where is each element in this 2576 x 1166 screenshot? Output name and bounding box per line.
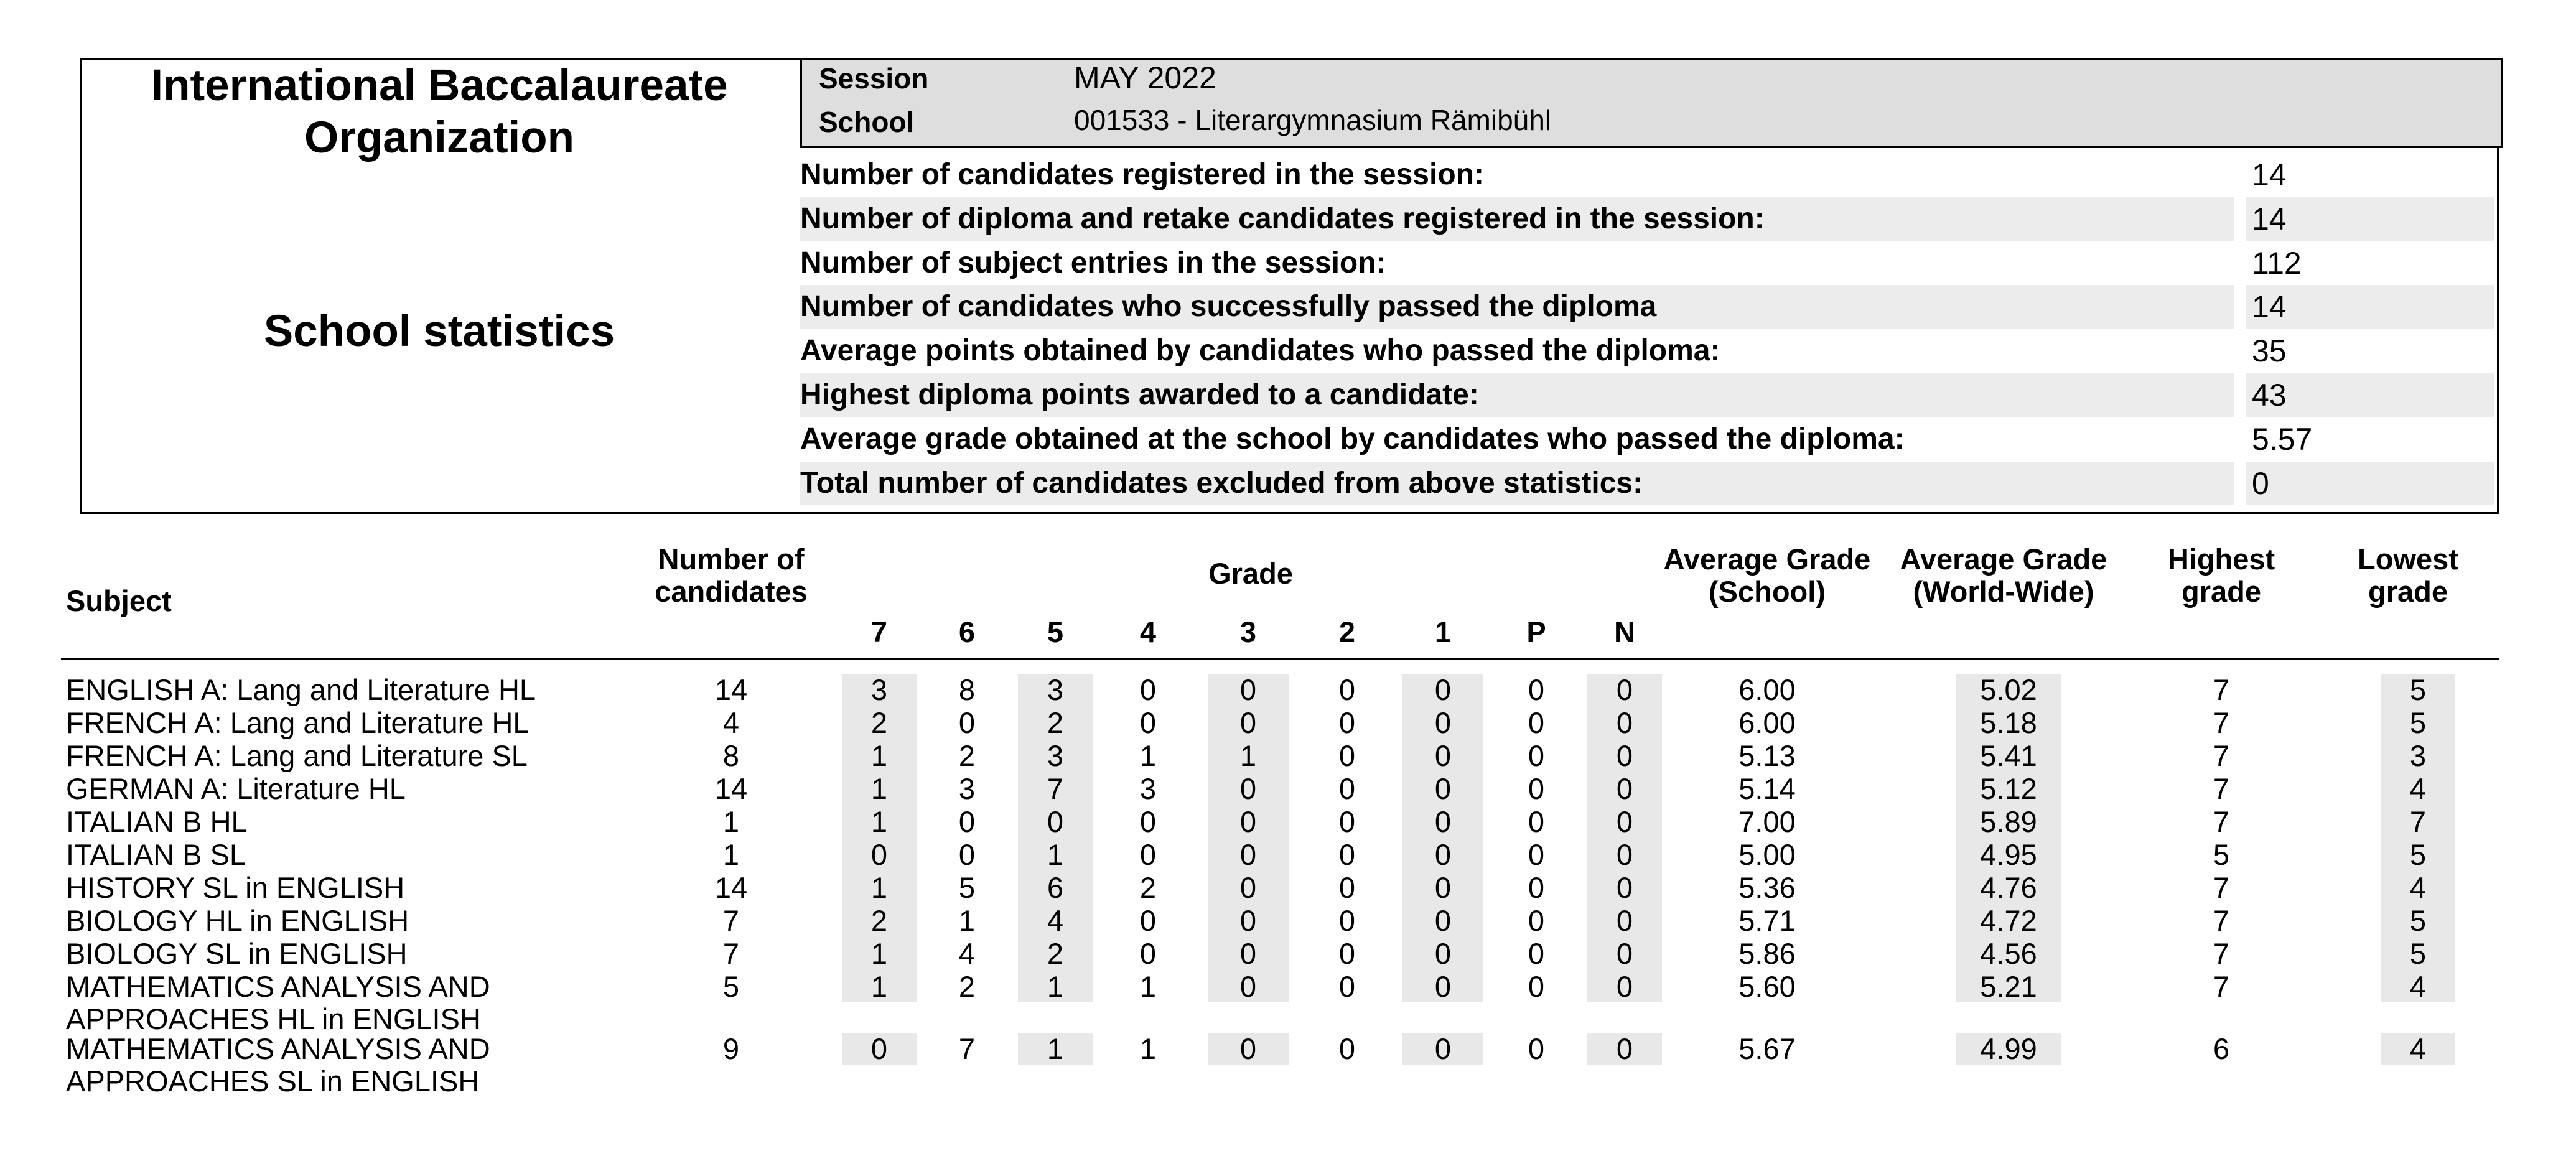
- grade-count: 3: [1139, 772, 1157, 805]
- avg-grade-world: 5.21: [1980, 970, 2037, 1003]
- grade-count: 0: [1528, 838, 1545, 871]
- highest-grade: 7: [2213, 871, 2230, 904]
- grade-count: 2: [1139, 871, 1157, 904]
- grade-count: 0: [1239, 937, 1257, 970]
- highest-grade: 7: [2213, 904, 2230, 937]
- subject-header: Subject: [66, 584, 172, 617]
- grade-count: 0: [1239, 871, 1257, 904]
- grade-count: 3: [1047, 673, 1064, 706]
- session-label: Session: [819, 62, 929, 95]
- grade-count: 0: [1434, 805, 1452, 838]
- candidate-count: 8: [722, 739, 740, 772]
- grade-count: 0: [1528, 772, 1545, 805]
- grade-count: 0: [958, 838, 976, 871]
- candidate-count: 7: [722, 937, 740, 970]
- candidate-count: 7: [722, 904, 740, 937]
- grade-count: 2: [1047, 937, 1064, 970]
- grade-count: 2: [1047, 706, 1064, 739]
- grade-count: 0: [870, 1032, 888, 1065]
- grade-count: 0: [1528, 706, 1545, 739]
- highest-grade: 7: [2213, 970, 2230, 1003]
- stat-value: 0: [2246, 462, 2494, 505]
- grade-column-header: 5: [1047, 615, 1064, 648]
- grade-count: 1: [1239, 739, 1257, 772]
- grade-count: 0: [1047, 805, 1064, 838]
- grade-count: 0: [1528, 739, 1545, 772]
- grade-count: 0: [1434, 937, 1452, 970]
- grade-count: 0: [1139, 706, 1157, 739]
- grade-count: 0: [1239, 970, 1257, 1003]
- grade-count: 5: [958, 871, 976, 904]
- subject-name: HISTORY SL in ENGLISH: [66, 871, 405, 904]
- stat-label: Number of candidates registered in the session:: [800, 158, 1484, 191]
- grade-column-header: 6: [958, 615, 976, 648]
- table-row: [0, 970, 2576, 1035]
- grade-count: 3: [958, 772, 976, 805]
- grade-count: 0: [1338, 904, 1356, 937]
- grade-count: 0: [1139, 937, 1157, 970]
- grade-count: 2: [870, 904, 888, 937]
- subject-name: GERMAN A: Literature HL: [66, 772, 406, 805]
- avg-grade-world: 4.99: [1980, 1032, 2037, 1065]
- grade-count: 0: [1239, 805, 1257, 838]
- subject-name: FRENCH A: Lang and Literature SL: [66, 739, 528, 772]
- table-row: [0, 839, 2576, 871]
- avg-grade-school: 6.00: [1738, 673, 1796, 706]
- grade-count: 0: [1434, 739, 1452, 772]
- grade-count: 4: [1047, 904, 1064, 937]
- table-row: [0, 872, 2576, 904]
- avg-grade-school: 6.00: [1738, 706, 1796, 739]
- grade-count: 3: [1047, 739, 1064, 772]
- grade-count: 7: [1047, 772, 1064, 805]
- stat-label: Number of subject entries in the session:: [800, 246, 1386, 279]
- lowest-grade-header: Lowest grade: [2358, 543, 2458, 608]
- highest-grade: 6: [2213, 1032, 2230, 1065]
- avg-grade-world: 5.02: [1980, 673, 2037, 706]
- grade-count: 0: [1616, 673, 1633, 706]
- stat-value: 5.57: [2252, 422, 2313, 457]
- grade-count: 1: [958, 904, 976, 937]
- grade-count: 1: [1139, 1032, 1157, 1065]
- lowest-grade: 3: [2409, 739, 2427, 772]
- lowest-grade: 7: [2409, 805, 2427, 838]
- candidate-count: 14: [714, 871, 748, 904]
- highest-grade-header: Highest grade: [2167, 543, 2275, 608]
- grade-count: 2: [870, 706, 888, 739]
- grade-count: 0: [1528, 805, 1545, 838]
- grade-count: 2: [958, 970, 976, 1003]
- avg-grade-world: 4.95: [1980, 838, 2037, 871]
- grade-count: 1: [1139, 970, 1157, 1003]
- grade-column-header: 1: [1434, 615, 1452, 648]
- grade-count: 1: [1047, 970, 1064, 1003]
- avg-grade-school: 5.13: [1738, 739, 1796, 772]
- grade-count: 0: [1528, 904, 1545, 937]
- avg-grade-school: 5.36: [1738, 871, 1796, 904]
- grade-column-header: 2: [1338, 615, 1356, 648]
- grade-count: 0: [1616, 772, 1633, 805]
- grade-count: 0: [1338, 871, 1356, 904]
- organization-name: International Baccalaureate Organization: [151, 61, 728, 162]
- grade-count: 1: [870, 805, 888, 838]
- lowest-grade: 4: [2409, 871, 2427, 904]
- candidate-count: 14: [714, 772, 748, 805]
- avg-grade-school: 5.00: [1738, 838, 1796, 871]
- highest-grade: 7: [2213, 706, 2230, 739]
- grade-count: 0: [1528, 1032, 1545, 1065]
- avg-grade-world: 5.12: [1980, 772, 2037, 805]
- highest-grade: 7: [2213, 739, 2230, 772]
- table-row: [0, 1032, 2576, 1098]
- grade-count: 0: [1528, 970, 1545, 1003]
- highest-grade: 7: [2213, 805, 2230, 838]
- lowest-grade: 4: [2409, 1032, 2427, 1065]
- stat-label: Number of candidates who successfully passed the diploma: [800, 285, 2234, 329]
- grade-count: 0: [1616, 706, 1633, 739]
- grade-count: 0: [1434, 706, 1452, 739]
- statistics-header: [80, 58, 2499, 514]
- subject-name: BIOLOGY HL in ENGLISH: [66, 904, 409, 937]
- grade-count: 0: [1616, 937, 1633, 970]
- lowest-grade: 4: [2409, 970, 2427, 1003]
- avg-grade-school: 5.67: [1738, 1032, 1796, 1065]
- stat-value: 43: [2246, 373, 2494, 417]
- grade-count: 0: [1616, 739, 1633, 772]
- grade-count: 0: [1338, 1032, 1356, 1065]
- grade-count: 0: [1139, 838, 1157, 871]
- avg-grade-school: 5.14: [1738, 772, 1796, 805]
- grade-column-header: 4: [1139, 615, 1157, 648]
- grade-count: 1: [1139, 739, 1157, 772]
- grade-count: 0: [1616, 904, 1633, 937]
- grade-column-header: N: [1614, 615, 1635, 648]
- grade-count: 0: [1338, 838, 1356, 871]
- grade-count: 0: [1434, 838, 1452, 871]
- avg-grade-world: 5.89: [1980, 805, 2037, 838]
- grade-count: 0: [1239, 1032, 1257, 1065]
- stat-value: 14: [2246, 197, 2494, 241]
- avg-grade-school: 5.60: [1738, 970, 1796, 1003]
- subject-name: FRENCH A: Lang and Literature HL: [66, 706, 530, 739]
- grade-count: 0: [1338, 772, 1356, 805]
- grade-count: 0: [1139, 904, 1157, 937]
- grade-count: 0: [1239, 673, 1257, 706]
- grade-count: 0: [1239, 838, 1257, 871]
- highest-grade: 7: [2213, 673, 2230, 706]
- avg-grade-school: 5.86: [1738, 937, 1796, 970]
- highest-grade: 7: [2213, 772, 2230, 805]
- table-row: [0, 938, 2576, 970]
- school-label: School: [819, 106, 915, 138]
- grade-count: 0: [958, 706, 976, 739]
- grade-count: 0: [1338, 739, 1356, 772]
- grade-count: 1: [870, 871, 888, 904]
- grade-count: 0: [1338, 673, 1356, 706]
- subject-name: MATHEMATICS ANALYSIS AND APPROACHES SL in ENGLISH: [66, 1032, 490, 1098]
- avg-school-header: Average Grade (School): [1663, 543, 1871, 608]
- grade-column-header: P: [1526, 615, 1546, 648]
- grade-column-header: 7: [870, 615, 888, 648]
- page-title: School statistics: [263, 307, 615, 356]
- table-row: [0, 707, 2576, 739]
- grade-count: 7: [958, 1032, 976, 1065]
- grade-column-header: 3: [1239, 615, 1257, 648]
- subject-name: ENGLISH A: Lang and Literature HL: [66, 673, 536, 706]
- grade-count: 0: [1434, 970, 1452, 1003]
- grade-count: 0: [1616, 1032, 1633, 1065]
- grade-count: 0: [1616, 805, 1633, 838]
- table-row: [0, 806, 2576, 838]
- grade-count: 0: [1239, 904, 1257, 937]
- grade-count: 0: [1434, 871, 1452, 904]
- stat-label: Number of diploma and retake candidates registered in the session:: [800, 197, 2234, 241]
- table-row: [0, 674, 2576, 706]
- grade-count: 4: [958, 937, 976, 970]
- table-row: [0, 905, 2576, 937]
- grade-count: 0: [1239, 772, 1257, 805]
- grade-count: 1: [870, 739, 888, 772]
- grade-count: 1: [870, 970, 888, 1003]
- grade-count: 0: [1616, 871, 1633, 904]
- grade-count: 8: [958, 673, 976, 706]
- candidate-count: 1: [722, 838, 740, 871]
- grade-count: 0: [1528, 673, 1545, 706]
- grade-count: 0: [1338, 706, 1356, 739]
- header-divider: [61, 658, 2499, 660]
- grade-count: 0: [1434, 673, 1452, 706]
- grade-header: Grade: [1208, 557, 1293, 590]
- grade-count: 0: [870, 838, 888, 871]
- grade-count: 0: [1616, 838, 1633, 871]
- avg-grade-school: 7.00: [1738, 805, 1796, 838]
- grade-count: 1: [870, 937, 888, 970]
- grade-count: 1: [1047, 838, 1064, 871]
- stat-value: 14: [2246, 285, 2494, 329]
- lowest-grade: 5: [2409, 673, 2427, 706]
- avg-grade-world: 4.72: [1980, 904, 2037, 937]
- subject-name: MATHEMATICS ANALYSIS AND APPROACHES HL in ENGLISH: [66, 970, 490, 1035]
- grade-count: 0: [1139, 805, 1157, 838]
- grade-count: 0: [1434, 1032, 1452, 1065]
- lowest-grade: 5: [2409, 904, 2427, 937]
- grade-count: 0: [1338, 805, 1356, 838]
- avg-grade-world: 4.56: [1980, 937, 2037, 970]
- avg-grade-world: 4.76: [1980, 871, 2037, 904]
- num-candidates-header: Number of candidates: [655, 543, 808, 608]
- grade-count: 2: [958, 739, 976, 772]
- grade-count: 3: [870, 673, 888, 706]
- lowest-grade: 4: [2409, 772, 2427, 805]
- candidate-count: 1: [722, 805, 740, 838]
- session-value: MAY 2022: [1074, 60, 1216, 95]
- stat-label: Highest diploma points awarded to a candidate:: [800, 373, 2234, 417]
- grade-count: 0: [1338, 970, 1356, 1003]
- grade-count: 1: [870, 772, 888, 805]
- subject-name: ITALIAN B HL: [66, 805, 248, 838]
- session-info-box: [800, 58, 2503, 148]
- grade-count: 0: [1434, 772, 1452, 805]
- grade-count: 0: [1434, 904, 1452, 937]
- grade-count: 0: [1528, 871, 1545, 904]
- highest-grade: 5: [2213, 838, 2230, 871]
- school-value: 001533 - Literargymnasium Rämibühl: [1074, 104, 1552, 136]
- stat-value: 112: [2252, 246, 2302, 281]
- grade-count: 0: [1338, 937, 1356, 970]
- grade-count: 6: [1047, 871, 1064, 904]
- highest-grade: 7: [2213, 937, 2230, 970]
- candidate-count: 14: [714, 673, 748, 706]
- grade-count: 0: [1239, 706, 1257, 739]
- candidate-count: 4: [722, 706, 740, 739]
- lowest-grade: 5: [2409, 706, 2427, 739]
- stat-value: 14: [2252, 157, 2287, 192]
- table-row: [0, 773, 2576, 805]
- grade-count: 0: [1528, 937, 1545, 970]
- avg-grade-world: 5.18: [1980, 706, 2037, 739]
- lowest-grade: 5: [2409, 838, 2427, 871]
- grade-count: 0: [1616, 970, 1633, 1003]
- avg-grade-school: 5.71: [1738, 904, 1796, 937]
- stat-value: 35: [2252, 333, 2287, 368]
- avg-world-header: Average Grade (World-Wide): [1900, 543, 2107, 608]
- subject-name: ITALIAN B SL: [66, 838, 246, 871]
- grade-count: 0: [958, 805, 976, 838]
- candidate-count: 5: [722, 970, 740, 1003]
- grade-count: 1: [1047, 1032, 1064, 1065]
- table-row: [0, 740, 2576, 772]
- avg-grade-world: 5.41: [1980, 739, 2037, 772]
- stat-label: Average points obtained by candidates who passed the diploma:: [800, 334, 1720, 367]
- candidate-count: 9: [722, 1032, 740, 1065]
- lowest-grade: 5: [2409, 937, 2427, 970]
- stat-label: Average grade obtained at the school by candidates who passed the diploma:: [800, 422, 1905, 455]
- subject-name: BIOLOGY SL in ENGLISH: [66, 937, 408, 970]
- stat-label: Total number of candidates excluded from above statistics:: [800, 462, 2234, 505]
- grade-count: 0: [1139, 673, 1157, 706]
